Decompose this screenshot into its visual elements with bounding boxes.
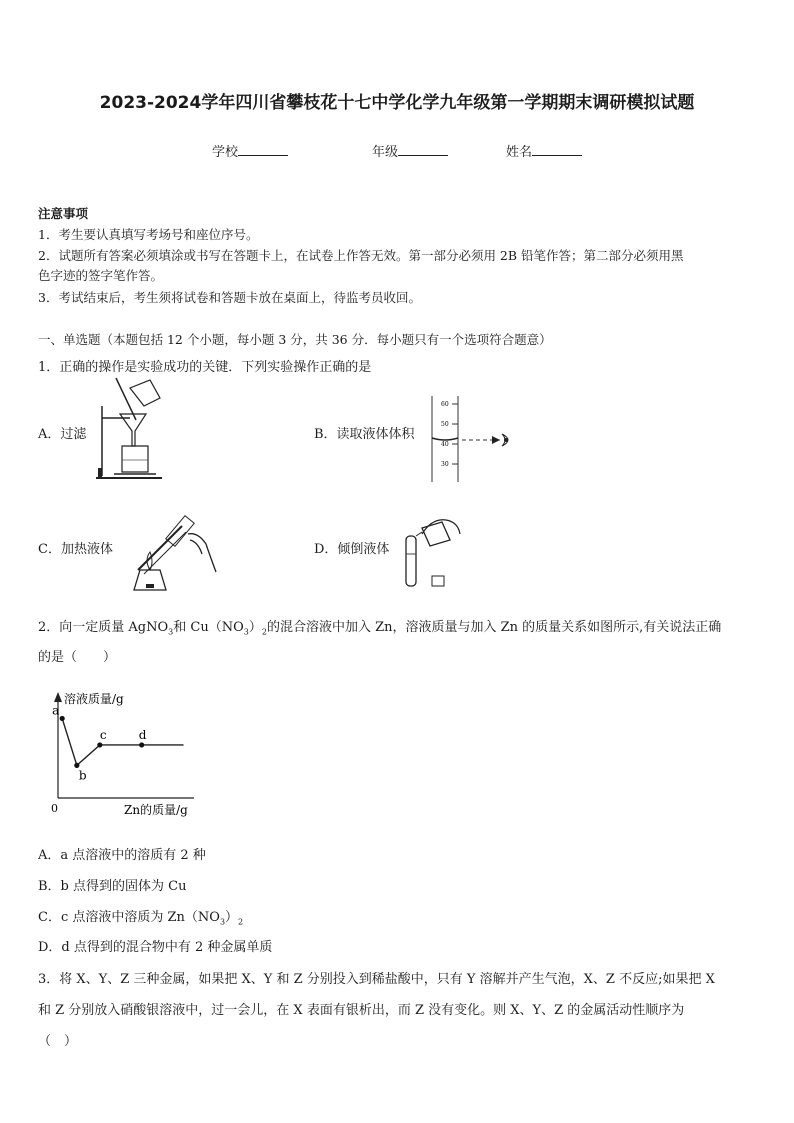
x-axis-label: Zn的质量/g bbox=[124, 803, 188, 817]
point-label-b: b bbox=[78, 768, 87, 783]
point-c bbox=[97, 742, 102, 747]
origin-label: 0 bbox=[51, 802, 58, 815]
q2-stem-line2: 的是（ ） bbox=[38, 650, 117, 665]
name-blank[interactable] bbox=[532, 143, 582, 156]
q3-stem-line3: （ ） bbox=[38, 1034, 78, 1049]
q2-stem-line1: 2．向一定质量 AgNO$_3$和 $Cu(NO_3)_2$的混合溶液中加入 Zn，溶液质量与加入 Zn 的质量关系如图所示,有关说法正确 bbox=[38, 620, 722, 637]
school-label: 学校 bbox=[212, 145, 239, 160]
notes-item-2a: 2．试题所有答案必须填涂或书写在答题卡上，在试卷上作答无效。第一部分必须用 2B 铅笔作答；第二部分必须用黑 bbox=[38, 248, 684, 263]
grade-blank[interactable] bbox=[398, 143, 448, 156]
point-label-d: d bbox=[138, 727, 147, 742]
school-field[interactable] bbox=[212, 141, 288, 160]
filtration-illustration bbox=[92, 376, 172, 484]
name-label: 姓名 bbox=[506, 145, 533, 160]
pouring-illustration bbox=[398, 514, 466, 590]
notes-item-3: 3．考试结束后，考生须将试卷和答题卡放在桌面上，待监考员收回。 bbox=[38, 290, 421, 305]
cyl-tick-60: 60 bbox=[441, 401, 449, 408]
y-axis-label: 溶液质量/g bbox=[64, 692, 124, 706]
q1-option-a[interactable]: A．过滤 bbox=[38, 427, 87, 442]
point-label-a: a bbox=[52, 703, 60, 718]
name-field[interactable] bbox=[506, 141, 582, 160]
q1-option-d[interactable]: D．倾倒液体 bbox=[314, 542, 390, 557]
cyl-tick-40: 40 bbox=[441, 441, 449, 448]
q3-stem-line2: 和 Z 分别放入硝酸银溶液中，过一会儿，在 X 表面有银析出，而 Z 没有变化。则 X、Y、Z 的金属活动性顺序为 bbox=[38, 1003, 685, 1018]
grade-field[interactable] bbox=[372, 141, 448, 160]
notes-item-1: 1．考生要认真填写考场号和座位序号。 bbox=[38, 227, 259, 242]
notes-item-2b: 色字迹的签字笔作答。 bbox=[38, 268, 164, 283]
q1-option-c[interactable]: C．加热液体 bbox=[38, 542, 113, 557]
heating-illustration bbox=[124, 512, 220, 594]
point-label-c: c bbox=[99, 727, 107, 742]
point-d bbox=[139, 742, 144, 747]
q2-option-d[interactable]: D．d 点得到的混合物中有 2 种金属单质 bbox=[38, 940, 273, 955]
solution-mass-line bbox=[62, 718, 183, 765]
cyl-tick-30: 30 bbox=[441, 461, 449, 468]
q1-stem: 1．正确的操作是实验成功的关键．下列实验操作正确的是 bbox=[38, 360, 372, 375]
cylinder-reading-illustration bbox=[426, 394, 526, 486]
q1-option-b[interactable]: B．读取液体体积 bbox=[314, 427, 415, 442]
page-title: 2023-2024学年四川省攀枝花十七中学化学九年级第一学期期末调研模拟试题 bbox=[99, 93, 695, 113]
school-blank[interactable] bbox=[238, 143, 288, 156]
solution-mass-chart bbox=[42, 686, 212, 820]
q2-option-c[interactable]: C．c 点溶液中溶质为 $Zn(NO_3)_2$ bbox=[38, 910, 244, 927]
notes-heading: 注意事项 bbox=[38, 206, 89, 221]
y-axis-arrow bbox=[54, 692, 62, 702]
grade-label: 年级 bbox=[372, 145, 399, 160]
q2-option-b[interactable]: B．b 点得到的固体为 Cu bbox=[38, 879, 187, 894]
q3-stem-line1: 3．将 X、Y、Z 三种金属，如果把 X、Y 和 Z 分别投入到稀盐酸中，只有 Y 溶解并产生气泡，X、Z 不反应;如果把 X bbox=[38, 972, 715, 987]
section-heading: 一、单选题（本题包括 12 个小题，每小题 3 分，共 36 分．每小题只有一个选项符合题意） bbox=[38, 332, 552, 347]
point-b bbox=[74, 763, 79, 768]
point-a bbox=[60, 716, 65, 721]
cyl-tick-50: 50 bbox=[441, 421, 449, 428]
q2-option-a[interactable]: A．a 点溶液中的溶质有 2 种 bbox=[38, 848, 206, 863]
